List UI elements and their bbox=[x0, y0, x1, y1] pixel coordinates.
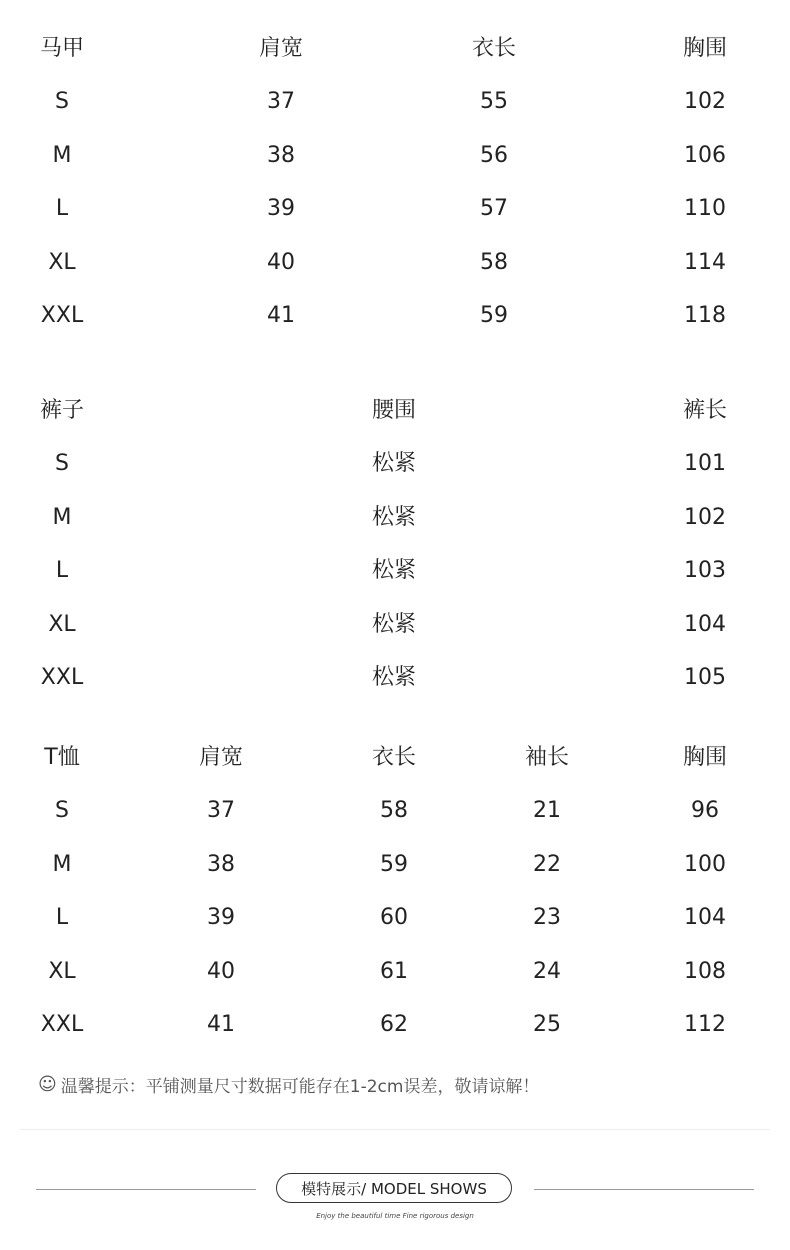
model-tagline: Enjoy the beautiful time Fine rigorous design bbox=[316, 1212, 474, 1220]
note-text: 温馨提示：平铺测量尺寸数据可能存在1-2cm误差，敬请谅解！ bbox=[60, 1077, 540, 1097]
size-label: L bbox=[55, 558, 69, 584]
size-label: XXL bbox=[40, 1012, 84, 1037]
size-value: 38 bbox=[267, 142, 295, 168]
size-label: M bbox=[52, 504, 72, 530]
size-value: 60 bbox=[380, 905, 408, 931]
header-cell: 胸围 bbox=[682, 36, 728, 61]
size-value: 100 bbox=[684, 851, 726, 877]
size-value: 58 bbox=[380, 798, 408, 824]
size-value: 104 bbox=[684, 611, 726, 637]
section-divider bbox=[20, 1129, 770, 1130]
size-label: XXL bbox=[40, 303, 84, 328]
size-value: 37 bbox=[267, 89, 295, 115]
size-value: 106 bbox=[684, 142, 726, 168]
size-label: XL bbox=[48, 958, 76, 984]
size-value: 118 bbox=[684, 303, 726, 328]
header-cell: 衣长 bbox=[371, 745, 417, 770]
size-value: 59 bbox=[380, 851, 408, 877]
size-value: 55 bbox=[480, 89, 508, 115]
size-value: 40 bbox=[267, 249, 295, 275]
size-value: 112 bbox=[684, 1012, 726, 1037]
size-value: 41 bbox=[207, 1012, 235, 1037]
model-shows-title: 模特展示/ MODEL SHOWS bbox=[276, 1173, 512, 1203]
header-cell: 胸围 bbox=[682, 745, 728, 770]
header-cell: 马甲 bbox=[39, 36, 85, 61]
size-value: 松紧 bbox=[371, 665, 417, 690]
size-value: 松紧 bbox=[371, 611, 417, 637]
measurement-note bbox=[38, 1072, 539, 1097]
size-label: S bbox=[55, 798, 69, 824]
size-value: 24 bbox=[533, 958, 561, 984]
size-value: 59 bbox=[480, 303, 508, 328]
size-label: L bbox=[55, 905, 69, 931]
size-label: L bbox=[55, 196, 69, 222]
header-cell: 腰围 bbox=[371, 398, 417, 423]
size-value: 110 bbox=[684, 196, 726, 222]
header-cell: 肩宽 bbox=[198, 745, 244, 770]
size-value: 40 bbox=[207, 958, 235, 984]
size-value: 62 bbox=[380, 1012, 408, 1037]
size-value: 102 bbox=[684, 504, 726, 530]
size-value: 104 bbox=[684, 905, 726, 931]
size-value: 22 bbox=[533, 851, 561, 877]
size-value: 103 bbox=[684, 558, 726, 584]
size-value: 61 bbox=[380, 958, 408, 984]
smiley-icon: ☺ bbox=[38, 1074, 57, 1095]
size-label: XXL bbox=[40, 665, 84, 690]
size-value: 松紧 bbox=[371, 558, 417, 584]
model-title-left-line bbox=[36, 1189, 256, 1190]
size-label: S bbox=[55, 451, 69, 477]
size-value: 58 bbox=[480, 249, 508, 275]
size-label: M bbox=[52, 142, 72, 168]
size-value: 23 bbox=[533, 905, 561, 931]
size-value: 25 bbox=[533, 1012, 561, 1037]
model-title-right-line bbox=[534, 1189, 754, 1190]
size-value: 96 bbox=[691, 798, 719, 824]
size-label: XL bbox=[48, 249, 76, 275]
header-cell: 裤子 bbox=[39, 398, 85, 423]
size-label: XL bbox=[48, 611, 76, 637]
size-value: 114 bbox=[684, 249, 726, 275]
size-value: 21 bbox=[533, 798, 561, 824]
size-value: 41 bbox=[267, 303, 295, 328]
header-cell: 裤长 bbox=[682, 398, 728, 423]
size-value: 39 bbox=[207, 905, 235, 931]
size-label: M bbox=[52, 851, 72, 877]
size-value: 37 bbox=[207, 798, 235, 824]
size-label: S bbox=[55, 89, 69, 115]
size-value: 101 bbox=[684, 451, 726, 477]
size-value: 56 bbox=[480, 142, 508, 168]
size-value: 松紧 bbox=[371, 504, 417, 530]
size-value: 57 bbox=[480, 196, 508, 222]
size-value: 38 bbox=[207, 851, 235, 877]
size-value: 102 bbox=[684, 89, 726, 115]
size-value: 39 bbox=[267, 196, 295, 222]
header-cell: T恤 bbox=[44, 745, 80, 770]
size-value: 105 bbox=[684, 665, 726, 690]
size-value: 108 bbox=[684, 958, 726, 984]
header-cell: 衣长 bbox=[471, 36, 517, 61]
header-cell: 肩宽 bbox=[258, 36, 304, 61]
header-cell: 袖长 bbox=[524, 745, 570, 770]
size-value: 松紧 bbox=[371, 451, 417, 477]
